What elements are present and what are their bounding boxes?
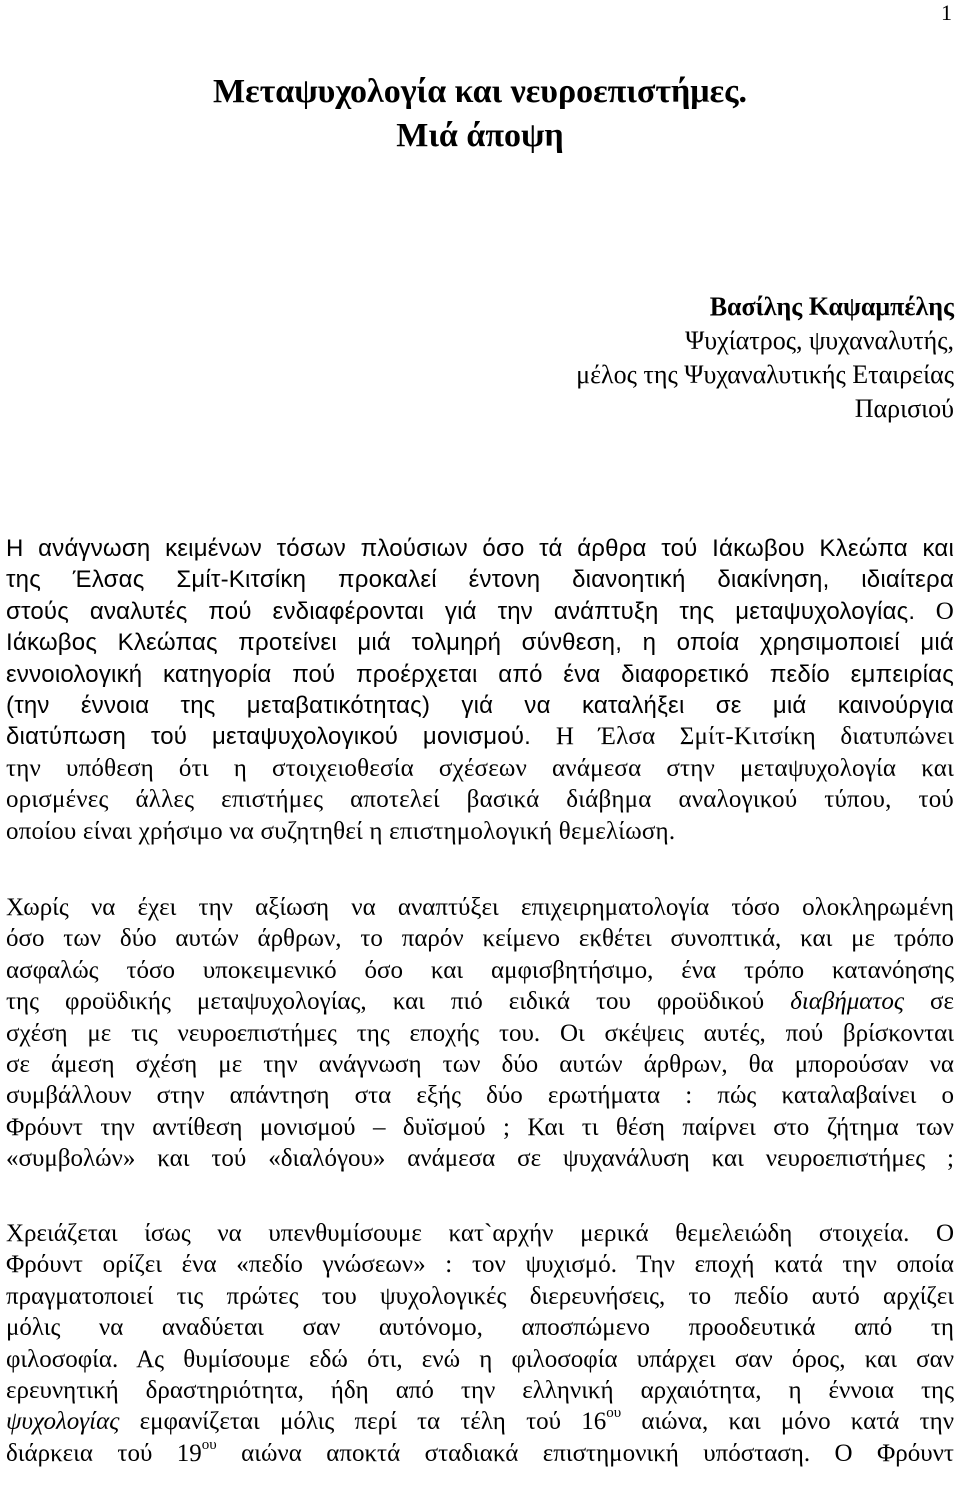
text-line: μόλις να αναδύεται σαν αυτόνομο, αποσπώμενο προοδευτικά από τη <box>6 1314 954 1342</box>
text-line <box>6 721 954 752</box>
text-line: (την έννοια της μεταβατικότητας) γιά να καταλήξει σε μιά καινούργια <box>6 692 954 720</box>
text-line: την υπόθεση ότι η στοιχειοθεσία σχέσεων ανάμεσα στην μεταψυχολογία και <box>6 754 954 782</box>
author-name: Βασίλης Καψαμπέλης <box>709 292 954 321</box>
paragraph-approach <box>6 892 954 1175</box>
author-role-line-3: Παρισιού <box>854 394 954 423</box>
text-line: ερευνητική δραστηριότητα, ήδη από την ελληνική αρχαιότητα, η έννοια της <box>6 1377 954 1405</box>
title-line-2: Μιά άποψη <box>396 117 564 154</box>
text-segment: Η Έλσα Σμίτ-Κιτσίκη διατυπώνει <box>555 723 954 751</box>
document-title <box>0 70 960 158</box>
text-line: συμβάλλουν στην απάντηση στα εξής δύο ερωτήματα : πώς καταλαβαίνει ο <box>6 1082 954 1110</box>
author-role-line-1: Ψυχίατρος, ψυχαναλυτής, <box>685 326 954 355</box>
superscript: ου <box>201 1436 217 1453</box>
text-segment: εμφανίζεται μόλις περί τα τέλη τού 16 <box>139 1408 607 1436</box>
text-segment: διάρκεια τού 19 <box>6 1439 202 1467</box>
text-line: Φρόυντ ορίζει ένα «πεδίο γνώσεων» : τον ψυχισμό. Την εποχή κατά την οποία <box>6 1251 954 1279</box>
text-line: της Έλσας Σμίτ-Κιτσίκη προκαλεί έντονη διανοητική διακίνηση, ιδιαίτερα <box>6 566 954 594</box>
text-line: Χωρίς να έχει την αξίωση να αναπτύξει επιχειρηματολογία τόσο ολοκληρωμένη <box>6 894 954 921</box>
author-block <box>576 290 954 426</box>
text-line <box>6 986 954 1017</box>
text-line: ασφαλώς τόσο υποκειμενικό όσο και αμφισβητήσιμο, ένα τρόπο κατανόησης <box>6 956 954 984</box>
text-segment: σε <box>930 988 955 1016</box>
text-line: οποίου είναι χρήσιμο να συζητηθεί η επιστημολογική θεμελίωση. <box>6 817 676 845</box>
emphasis-text: ψυχολογίας <box>6 1408 120 1436</box>
text-line <box>6 1438 954 1469</box>
text-line: ορισμένες άλλες επιστήμες αποτελεί βασικά διάβημα αναλογικού τύπου, τού <box>6 786 954 814</box>
page-number: 1 <box>941 0 952 25</box>
text-line: Χρειάζεται ίσως να υπενθυμίσουμε κατ`αρχήν μερικά θεμελειώδη στοιχεία. Ο <box>6 1220 954 1247</box>
title-line-1: Μεταψυχολογία και νευροεπιστήμες. <box>213 73 747 110</box>
paragraph-history <box>6 1218 954 1469</box>
text-line: Η ανάγνωση κειμένων τόσων πλούσιων όσο τά άρθρα τού Ιάκωβου Κλεώπα και <box>6 535 954 562</box>
text-segment: διατύπωση τού μεταψυχολογικού μονισμού. <box>6 723 532 751</box>
text-line: όσο των δύο αυτών άρθρων, το παρόν κείμενο εκθέτει συνοπτικά, και με τρόπο <box>6 925 954 953</box>
text-segment: της φροϋδικής μεταψυχολογίας, και πιό ειδικά του φροϋδικού <box>6 988 765 1016</box>
author-role-line-2: μέλος της Ψυχαναλυτικής Εταιρείας <box>576 360 954 389</box>
paragraph-intro <box>6 533 954 847</box>
text-line: σχέση με τις νευροεπιστήμες της εποχής του. Οι σκέψεις αυτές, πού βρίσκονται <box>6 1019 954 1047</box>
text-line: πραγματοποιεί τις πρώτες του ψυχολογικές διερευνήσεις, το πεδίο αυτό αρχίζει <box>6 1282 954 1310</box>
text-segment: αιώνα αποκτά σταδιακά επιστημονική υπόσταση. Ο Φρόυντ <box>241 1439 954 1467</box>
text-line: Φρόυντ την αντίθεση μονισμού – δυϊσμού ; Και τι θέση παίρνει στο ζήτημα των <box>6 1113 954 1141</box>
text-line: εννοιολογική κατηγορία πού προέρχεται από ένα διαφορετικό πεδίο εμπειρίας <box>6 660 954 688</box>
emphasis-text: διαβήματος <box>790 988 905 1016</box>
text-segment: Ο <box>935 597 955 625</box>
text-line <box>6 596 954 627</box>
text-segment: αιώνα, και μόνο κατά την <box>641 1408 955 1436</box>
text-line: «συμβολών» και τού «διαλόγου» ανάμεσα σε ψυχανάλυση και νευροεπιστήμες ; <box>6 1145 954 1173</box>
superscript: ου <box>606 1405 622 1422</box>
text-segment: στούς αναλυτές πού ενδιαφέρονται γιά την ανάπτυξη της μεταψυχολογίας. <box>6 597 916 625</box>
text-line: Ιάκωβος Κλεώπας προτείνει μιά τολμηρή σύνθεση, η οποία χρησιμοποιεί μιά <box>6 629 954 657</box>
text-line <box>6 1406 954 1437</box>
text-line: σε άμεση σχέση με την ανάγνωση των δύο αυτών άρθρων, θα μπορούσαν να <box>6 1051 954 1079</box>
text-line: φιλοσοφία. Ας θυμίσουμε εδώ ότι, ενώ η φιλοσοφία υπάρχει σαν όρος, και σαν <box>6 1345 954 1373</box>
